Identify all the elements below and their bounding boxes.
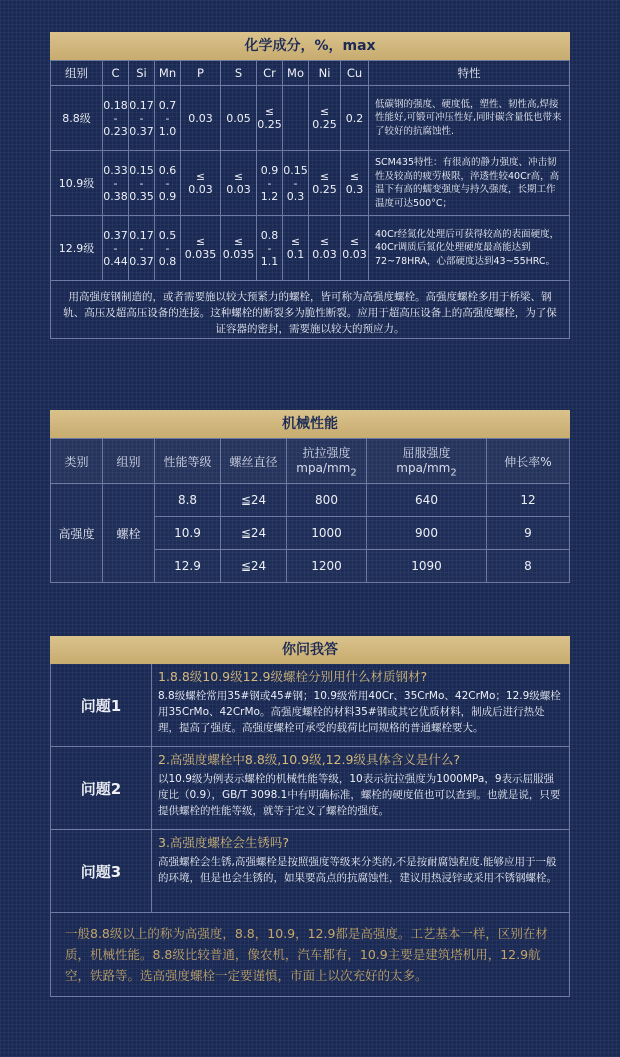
col-header: Si <box>129 61 155 86</box>
grade-cell: 10.9级 <box>51 151 103 216</box>
table-row <box>51 86 570 151</box>
unit-sub: 2 <box>350 467 357 479</box>
value-cell: ≤ 0.035 <box>221 216 257 281</box>
qa-question: 2.高强度螺栓中8.8级,10.9级,12.9级具体含义是什么? <box>158 752 461 767</box>
col-header: Cr <box>257 61 283 86</box>
col-header: P <box>181 61 221 86</box>
yield-unit: mpa/mm <box>396 460 451 475</box>
value-cell: 0.7 - 1.0 <box>155 86 181 151</box>
tensile-cell: 1200 <box>287 550 367 583</box>
qa-section <box>50 636 570 997</box>
col-header: S <box>221 61 257 86</box>
mech-table <box>50 438 570 583</box>
qa-summary: 一般8.8级以上的称为高强度，8.8，10.9，12.9都是高强度。工艺基本一样，区别在材质，机械性能。8.8级比较普通，像农机，汽车都有，10.9主要是建筑塔机用，12.9航空，铁路等。选高强度螺栓一定要谨慎，市面上以次充好的太多。 <box>50 913 570 997</box>
qa-item <box>51 746 569 829</box>
tensile-header: 抗拉强度 <box>302 445 351 460</box>
col-header: Ni <box>309 61 341 86</box>
qa-answer: 8.8级螺栓常用35#钢或45#钢；10.9级常用40Cr、35CrMo、42CrMo；12.9级螺栓用35CrMo、42CrMo。高强度螺栓的材料35#钢或其它优质材料，制成后进行热处理，提高了强度。高强度螺栓可承受的载荷比同规格的普通螺栓要大。 <box>158 690 561 734</box>
grade-cell: 10.9 <box>155 517 221 550</box>
chem-header-row <box>51 61 570 86</box>
property-cell: 40Cr经氮化处理后可获得较高的表面硬度，40Cr调质后氮化处理硬度最高能达到72~78HRA，心部硬度达到43~55HRC。 <box>369 216 570 281</box>
diameter-cell: ≦24 <box>221 484 287 517</box>
col-header: 组别 <box>103 439 155 484</box>
mech-section <box>50 410 570 583</box>
col-header: C <box>103 61 129 86</box>
tensile-cell: 1000 <box>287 517 367 550</box>
elong-cell: 12 <box>487 484 570 517</box>
value-cell: ≤ 0.25 <box>257 86 283 151</box>
unit-sub: 2 <box>450 467 457 479</box>
qa-item <box>51 829 569 912</box>
yield-cell: 900 <box>367 517 487 550</box>
qa-answer: 以10.9级为例表示螺栓的机械性能等级，10表示抗拉强度为1000MPa，9表示屈服强度比（0.9），GB/T 3098.1中有明确标准，螺栓的硬度值也可以查到。也就是说，只要提供螺栓的性能等级，就等于定义了螺栓的强度。 <box>158 773 561 817</box>
col-header: Mo <box>283 61 309 86</box>
value-cell: 0.6 - 0.9 <box>155 151 181 216</box>
qa-list <box>50 664 570 913</box>
value-cell <box>283 86 309 151</box>
chem-table <box>50 60 570 281</box>
mech-header-row <box>51 439 570 484</box>
elong-cell: 8 <box>487 550 570 583</box>
qa-answer: 高强螺栓会生锈,高强螺栓是按照强度等级来分类的,不是按耐腐蚀程度.能够应用于一般的环境，但是也会生锈的，如果要高点的抗腐蚀性，建议用热浸锌或采用不锈钢螺栓。 <box>158 856 557 884</box>
col-header: Cu <box>341 61 369 86</box>
col-header: 性能等级 <box>155 439 221 484</box>
table-row <box>51 216 570 281</box>
value-cell: ≤ 0.03 <box>221 151 257 216</box>
qa-title: 你问我答 <box>50 636 570 664</box>
category-cell: 高强度 <box>51 484 103 583</box>
value-cell: 0.5 - 0.8 <box>155 216 181 281</box>
group-cell: 螺栓 <box>103 484 155 583</box>
mech-title: 机械性能 <box>50 410 570 438</box>
col-header <box>367 439 487 484</box>
col-header: Mn <box>155 61 181 86</box>
col-header: 组别 <box>51 61 103 86</box>
yield-cell: 640 <box>367 484 487 517</box>
value-cell: ≤ 0.3 <box>341 151 369 216</box>
value-cell: 0.33 - 0.38 <box>103 151 129 216</box>
col-header: 螺丝直径 <box>221 439 287 484</box>
grade-cell: 12.9 <box>155 550 221 583</box>
property-cell: 低碳钢的强度、硬度低，塑性、韧性高,焊接性能好,可锻可冲压性好,同时碳含量低也带来了较好的抗腐蚀性. <box>369 86 570 151</box>
col-header: 特性 <box>369 61 570 86</box>
chem-title: 化学成分，%，max <box>50 32 570 60</box>
value-cell: 0.05 <box>221 86 257 151</box>
value-cell: ≤ 0.25 <box>309 86 341 151</box>
elong-cell: 9 <box>487 517 570 550</box>
qa-label: 问题1 <box>51 664 152 746</box>
value-cell: 0.37 - 0.44 <box>103 216 129 281</box>
value-cell: 0.8 - 1.1 <box>257 216 283 281</box>
value-cell: ≤ 0.03 <box>341 216 369 281</box>
value-cell: 0.9 - 1.2 <box>257 151 283 216</box>
chem-section <box>50 32 570 339</box>
col-header: 类别 <box>51 439 103 484</box>
yield-cell: 1090 <box>367 550 487 583</box>
table-row <box>51 484 570 517</box>
qa-body <box>152 747 569 829</box>
tensile-unit: mpa/mm <box>296 460 351 475</box>
value-cell: 0.15 - 0.3 <box>283 151 309 216</box>
col-header <box>287 439 367 484</box>
diameter-cell: ≦24 <box>221 517 287 550</box>
value-cell: 0.15 - 0.35 <box>129 151 155 216</box>
qa-body <box>152 664 569 746</box>
chem-note: 用高强度钢制造的，或者需要施以较大预紧力的螺栓，皆可称为高强度螺栓。高强度螺栓多用于桥梁、钢轨、高压及超高压设备的连接。这种螺栓的断裂多为脆性断裂。应用于超高压设备上的高强度螺栓，为了保证容器的密封，需要施以较大的预应力。 <box>50 281 570 339</box>
grade-cell: 8.8 <box>155 484 221 517</box>
grade-cell: 8.8级 <box>51 86 103 151</box>
value-cell: ≤ 0.03 <box>181 151 221 216</box>
grade-cell: 12.9级 <box>51 216 103 281</box>
tensile-cell: 800 <box>287 484 367 517</box>
col-header: 伸长率% <box>487 439 570 484</box>
qa-item <box>51 664 569 746</box>
table-row <box>51 151 570 216</box>
diameter-cell: ≦24 <box>221 550 287 583</box>
qa-body <box>152 830 569 912</box>
value-cell: ≤ 0.1 <box>283 216 309 281</box>
value-cell: ≤ 0.035 <box>181 216 221 281</box>
value-cell: 0.17 - 0.37 <box>129 86 155 151</box>
qa-label: 问题3 <box>51 830 152 912</box>
value-cell: 0.03 <box>181 86 221 151</box>
value-cell: ≤ 0.25 <box>309 151 341 216</box>
qa-question: 3.高强度螺栓会生锈吗? <box>158 835 290 850</box>
qa-question: 1.8.8级10.9级12.9级螺栓分别用什么材质钢材? <box>158 669 428 684</box>
property-cell: SCM435特性：有很高的静力强度、冲击韧性及较高的疲劳极限，淬透性较40Cr高，高温下有高的蠕变强度与持久强度，长期工作温度可达500°C； <box>369 151 570 216</box>
value-cell: ≤ 0.03 <box>309 216 341 281</box>
yield-header: 屈服强度 <box>402 445 451 460</box>
value-cell: 0.17 - 0.37 <box>129 216 155 281</box>
value-cell: 0.18 - 0.23 <box>103 86 129 151</box>
value-cell: 0.2 <box>341 86 369 151</box>
qa-label: 问题2 <box>51 747 152 829</box>
